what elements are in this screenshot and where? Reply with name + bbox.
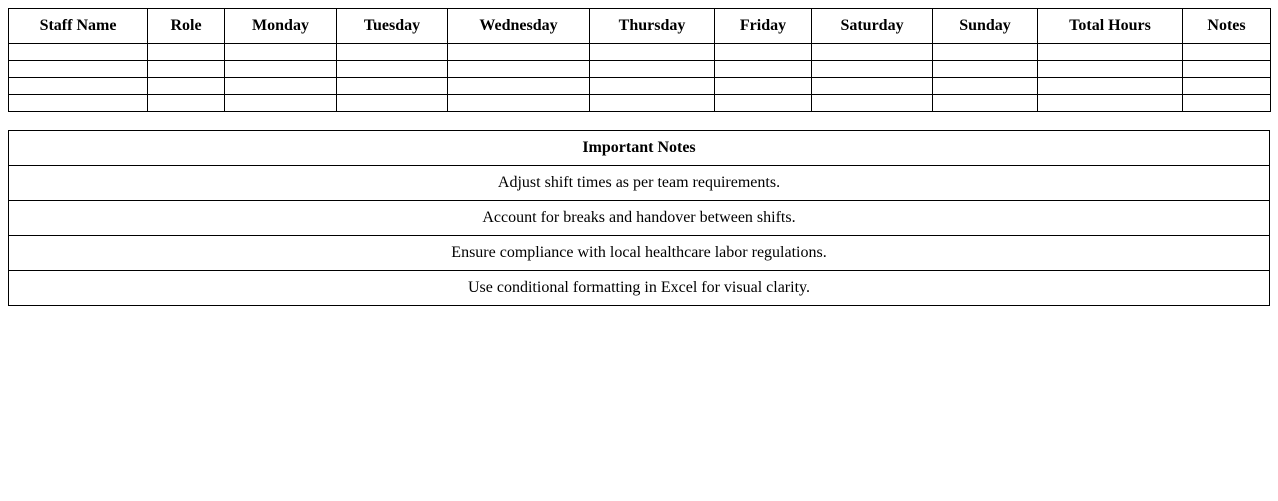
table-cell[interactable] xyxy=(715,95,812,112)
table-cell[interactable] xyxy=(148,61,225,78)
table-cell[interactable] xyxy=(448,78,590,95)
table-cell[interactable] xyxy=(1038,61,1183,78)
table-cell[interactable] xyxy=(337,95,448,112)
header-monday: Monday xyxy=(225,9,337,44)
table-cell[interactable] xyxy=(590,44,715,61)
table-cell[interactable] xyxy=(1183,61,1271,78)
notes-table xyxy=(8,130,1270,306)
table-cell[interactable] xyxy=(933,95,1038,112)
header-total-hours: Total Hours xyxy=(1038,9,1183,44)
note-row xyxy=(9,236,1270,271)
header-saturday: Saturday xyxy=(812,9,933,44)
table-cell[interactable] xyxy=(812,95,933,112)
table-cell[interactable] xyxy=(933,61,1038,78)
table-cell[interactable] xyxy=(715,44,812,61)
header-thursday: Thursday xyxy=(590,9,715,44)
table-cell[interactable] xyxy=(148,95,225,112)
table-row xyxy=(9,78,1271,95)
table-cell[interactable] xyxy=(148,78,225,95)
table-cell[interactable] xyxy=(715,61,812,78)
table-cell[interactable] xyxy=(590,61,715,78)
note-item: Account for breaks and handover between shifts. xyxy=(9,201,1270,236)
header-wednesday: Wednesday xyxy=(448,9,590,44)
table-cell[interactable] xyxy=(590,78,715,95)
table-cell[interactable] xyxy=(448,44,590,61)
schedule-table xyxy=(8,8,1271,112)
header-notes: Notes xyxy=(1183,9,1271,44)
table-cell[interactable] xyxy=(9,78,148,95)
table-cell[interactable] xyxy=(1038,44,1183,61)
note-row xyxy=(9,271,1270,306)
schedule-header-row xyxy=(9,9,1271,44)
table-cell[interactable] xyxy=(9,61,148,78)
table-cell[interactable] xyxy=(1038,78,1183,95)
table-cell[interactable] xyxy=(225,61,337,78)
table-cell[interactable] xyxy=(715,78,812,95)
table-cell[interactable] xyxy=(225,44,337,61)
table-cell[interactable] xyxy=(1038,95,1183,112)
table-cell[interactable] xyxy=(448,95,590,112)
header-tuesday: Tuesday xyxy=(337,9,448,44)
notes-title: Important Notes xyxy=(9,131,1270,166)
note-item: Adjust shift times as per team requirements. xyxy=(9,166,1270,201)
header-role: Role xyxy=(148,9,225,44)
notes-header-row xyxy=(9,131,1270,166)
table-row xyxy=(9,44,1271,61)
table-cell[interactable] xyxy=(9,95,148,112)
header-staff-name: Staff Name xyxy=(9,9,148,44)
table-cell[interactable] xyxy=(448,61,590,78)
table-cell[interactable] xyxy=(337,61,448,78)
table-cell[interactable] xyxy=(225,95,337,112)
table-cell[interactable] xyxy=(590,95,715,112)
table-cell[interactable] xyxy=(933,44,1038,61)
note-item: Use conditional formatting in Excel for visual clarity. xyxy=(9,271,1270,306)
table-row xyxy=(9,61,1271,78)
table-cell[interactable] xyxy=(812,61,933,78)
table-row xyxy=(9,95,1271,112)
table-cell[interactable] xyxy=(337,44,448,61)
table-cell[interactable] xyxy=(337,78,448,95)
table-cell[interactable] xyxy=(1183,44,1271,61)
table-cell[interactable] xyxy=(148,44,225,61)
note-row xyxy=(9,166,1270,201)
table-cell[interactable] xyxy=(1183,95,1271,112)
table-cell[interactable] xyxy=(812,78,933,95)
header-friday: Friday xyxy=(715,9,812,44)
table-cell[interactable] xyxy=(812,44,933,61)
note-item: Ensure compliance with local healthcare labor regulations. xyxy=(9,236,1270,271)
note-row xyxy=(9,201,1270,236)
header-sunday: Sunday xyxy=(933,9,1038,44)
table-cell[interactable] xyxy=(933,78,1038,95)
table-cell[interactable] xyxy=(9,44,148,61)
table-cell[interactable] xyxy=(225,78,337,95)
table-cell[interactable] xyxy=(1183,78,1271,95)
